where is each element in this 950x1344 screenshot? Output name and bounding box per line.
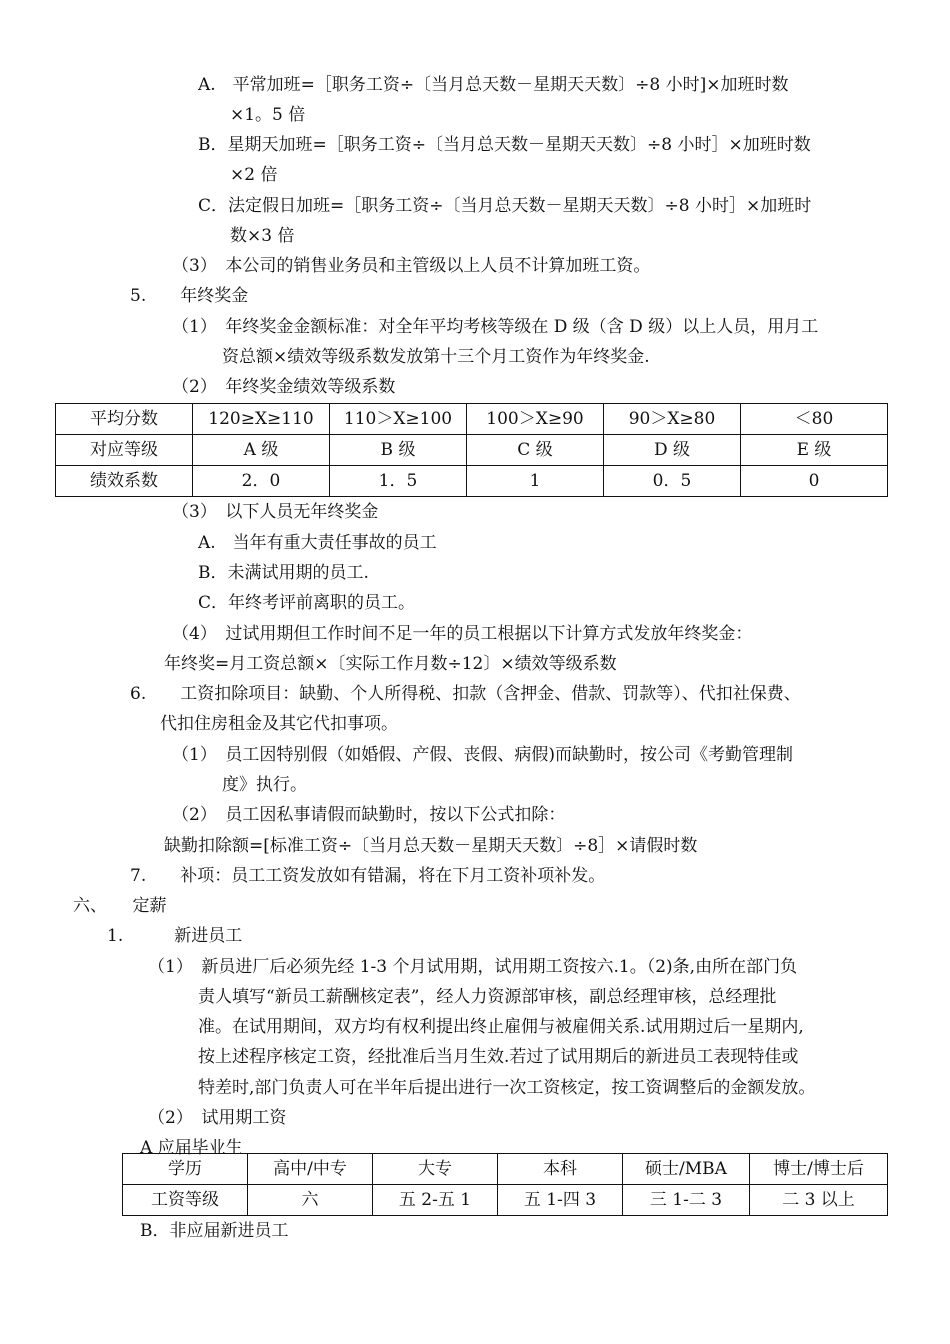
probation-paragraph-cont: 按上述程序核定工资，经批准后当月生效.若过了试用期后的新进员工表现特佳或	[198, 1047, 799, 1067]
section-7-supplement: 7. 补项：员工工资发放如有错漏，将在下月工资补项补发。	[130, 866, 606, 886]
table-cell: C 级	[467, 435, 604, 466]
overtime-holiday-formula: C．法定假日加班=［职务工资÷〔当月总天数－星期天天数〕÷8 小时］×加班时	[198, 196, 812, 216]
table-cell: 1．5	[330, 466, 467, 497]
table-row	[56, 435, 888, 466]
prorated-bonus-rule: （4） 过试用期但工作时间不足一年的员工根据以下计算方式发放年终奖金：	[172, 624, 753, 644]
no-bonus-item-b: B．未满试用期的员工.	[198, 563, 369, 583]
bonus-standard-cont: 资总额×绩效等级系数发放第十三个月工资作为年终奖金.	[222, 347, 650, 367]
non-graduate-heading: B．非应届新进员工	[140, 1221, 289, 1241]
table-cell: E 级	[741, 435, 888, 466]
table-cell: 工资等级	[123, 1185, 248, 1216]
probation-paragraph: （1） 新员进厂后必须先经 1-3 个月试用期，试用期工资按六.1。（2)条,由所在部门负	[148, 957, 798, 977]
probation-paragraph-cont: 责人填写“新员工薪酬核定表”，经人力资源部审核，副总经理审核，总经理批	[198, 987, 777, 1007]
table-cell: D 级	[604, 435, 741, 466]
table-cell: 2．0	[193, 466, 330, 497]
table-cell: 五 2-五 1	[373, 1185, 498, 1216]
bonus-coefficient-table	[55, 403, 888, 497]
table-row	[123, 1185, 888, 1216]
new-employee-heading: 1. 新进员工	[107, 926, 243, 946]
personal-leave-rule: （2） 员工因私事请假而缺勤时，按以下公式扣除：	[172, 805, 566, 825]
table-cell: 三 1-二 3	[623, 1185, 750, 1216]
table-cell: ＜80	[741, 404, 888, 435]
table-row	[123, 1154, 888, 1185]
bonus-standard: （1） 年终奖金金额标准：对全年平均考核等级在 D 级（含 D 级）以上人员，用月工	[172, 317, 819, 337]
table-cell: 0．5	[604, 466, 741, 497]
overtime-exclusion: （3） 本公司的销售业务员和主管级以上人员不计算加班工资。	[172, 256, 651, 276]
prorated-bonus-formula: 年终奖=月工资总额×〔实际工作月数÷12〕×绩效等级系数	[164, 654, 617, 674]
table-cell: 六	[248, 1185, 373, 1216]
table-cell: 110＞X≥100	[330, 404, 467, 435]
graduate-wage-table	[122, 1153, 888, 1216]
table-cell: 100＞X≥90	[467, 404, 604, 435]
overtime-normal-formula: A. 平常加班=［职务工资÷〔当月总天数－星期天天数〕÷8 小时]×加班时数	[198, 75, 789, 95]
overtime-normal-formula-cont: ×1。5 倍	[230, 105, 306, 125]
section-6-heading: 6. 工资扣除项目：缺勤、个人所得税、扣款（含押金、借款、罚款等）、代扣社保费、	[130, 684, 801, 704]
table-cell: 120≥X≥110	[193, 404, 330, 435]
absence-deduction-formula: 缺勤扣除额=[标准工资÷〔当月总天数－星期天天数〕÷8］×请假时数	[164, 836, 698, 856]
table-cell: 平均分数	[56, 404, 193, 435]
table-cell: 大专	[373, 1154, 498, 1185]
table-cell: B 级	[330, 435, 467, 466]
probation-paragraph-cont: 特差时,部门负责人可在半年后提出进行一次工资核定，按工资调整后的金额发放。	[198, 1078, 816, 1098]
overtime-sunday-formula-cont: ×2 倍	[230, 165, 278, 185]
special-leave-rule: （1） 员工因特别假（如婚假、产假、丧假、病假)而缺勤时，按公司《考勤管理制	[172, 745, 793, 765]
table-row	[56, 404, 888, 435]
special-leave-rule-cont: 度》执行。	[222, 775, 307, 795]
section-6-heading-cont: 代扣住房租金及其它代扣事项。	[160, 714, 398, 734]
probation-paragraph-cont: 准。在试用期间，双方均有权利提出终止雇佣与被雇佣关系.试用期过后一星期内,	[198, 1017, 804, 1037]
table-cell: 二 3 以上	[750, 1185, 888, 1216]
table-cell: 1	[467, 466, 604, 497]
no-bonus-item-a: A. 当年有重大责任事故的员工	[198, 533, 437, 553]
table-cell: 0	[741, 466, 888, 497]
table-cell: 本科	[498, 1154, 623, 1185]
probation-wage-heading: （2） 试用期工资	[148, 1108, 287, 1128]
table-row	[56, 466, 888, 497]
no-bonus-heading: （3） 以下人员无年终奖金	[172, 502, 379, 522]
no-bonus-item-c: C．年终考评前离职的员工。	[198, 593, 416, 613]
bonus-coefficient-heading: （2） 年终奖金绩效等级系数	[172, 377, 396, 397]
table-cell: 硕士/MBA	[623, 1154, 750, 1185]
table-cell: 博士/博士后	[750, 1154, 888, 1185]
table-cell: 五 1-四 3	[498, 1185, 623, 1216]
table-cell: 对应等级	[56, 435, 193, 466]
table-cell: A 级	[193, 435, 330, 466]
chapter-6-heading: 六、 定薪	[73, 896, 167, 916]
table-cell: 绩效系数	[56, 466, 193, 497]
overtime-holiday-formula-cont: 数×3 倍	[230, 226, 295, 246]
table-cell: 学历	[123, 1154, 248, 1185]
section-5-heading: 5. 年终奖金	[130, 286, 249, 306]
table-cell: 高中/中专	[248, 1154, 373, 1185]
overtime-sunday-formula: B．星期天加班=［职务工资÷〔当月总天数－星期天天数〕÷8 小时］×加班时数	[198, 135, 811, 155]
graduate-heading: A 应届毕业生	[140, 1138, 243, 1158]
table-cell: 90＞X≥80	[604, 404, 741, 435]
